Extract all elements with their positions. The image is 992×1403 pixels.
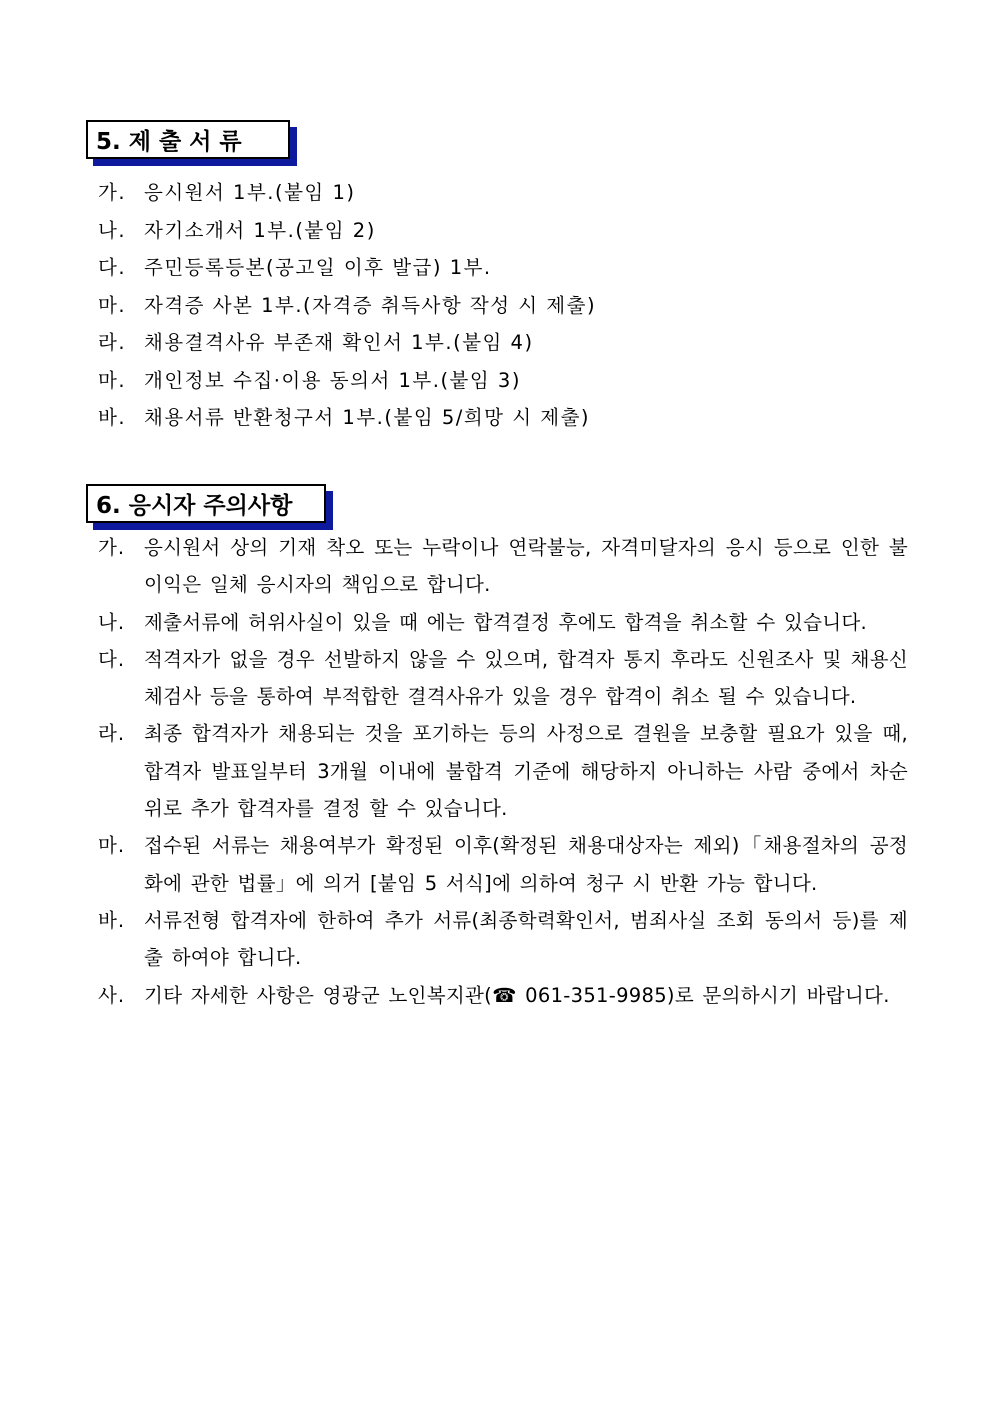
list-item-text: 기타 자세한 사항은 영광군 노인복지관(☎ 061-351-9985)로 문의하시기 바랍니다. [144, 983, 890, 1007]
list-item-marker: 마. [98, 368, 127, 392]
list-item-text: 주민등록등본(공고일 이후 발급) 1부. [144, 256, 492, 279]
submission-documents-list [98, 174, 718, 437]
list-item-text: 개인정보 수집·이용 동의서 1부.(붙임 3) [144, 368, 521, 392]
list-item-text: 응시원서 상의 기재 착오 또는 누락이나 연락불능, 자격미달자의 응시 등으로 인한 불이익은 일체 응시자의 책임으로 합니다. [144, 536, 908, 597]
section-5-heading [86, 120, 290, 159]
list-item-text: 자격증 사본 1부.(자격증 취득사항 작성 시 제출) [144, 293, 597, 317]
submission-document-item [98, 399, 718, 437]
list-item-marker: 사. [98, 983, 126, 1007]
submission-document-item [98, 324, 718, 362]
applicant-note-item [98, 715, 908, 827]
list-item-text: 응시원서 1부.(붙임 1) [144, 181, 356, 204]
list-item-marker: 바. [98, 406, 127, 429]
list-item-text: 채용서류 반환청구서 1부.(붙임 5/희망 시 제출) [144, 406, 591, 429]
list-item-marker: 라. [98, 722, 126, 746]
list-item-marker: 가. [98, 536, 126, 559]
applicant-note-item [98, 902, 908, 977]
list-item-text: 제출서류에 허위사실이 있을 때 에는 합격결정 후에도 합격을 취소할 수 있습니다. [144, 610, 868, 634]
list-item-marker: 가. [98, 181, 127, 204]
applicant-note-item [98, 641, 908, 716]
section-6-title: 6. 응시자 주의사항 [96, 493, 293, 519]
list-item-marker: 나. [98, 218, 127, 242]
applicant-note-item [98, 604, 908, 641]
list-item-marker: 마. [98, 293, 127, 317]
section-6-heading [86, 484, 326, 523]
list-item-text: 최종 합격자가 채용되는 것을 포기하는 등의 사정으로 결원을 보충할 필요가 있을 때, 합격자 발표일부터 3개월 이내에 불합격 기준에 해당하지 아니하는 사람 중에서 차순위로 추가 합격자를 결정 할 수 있습니다. [144, 722, 908, 821]
submission-document-item [98, 362, 718, 400]
list-item-text: 자기소개서 1부.(붙임 2) [144, 218, 376, 242]
list-item-marker: 나. [98, 610, 126, 634]
list-item-marker: 라. [98, 331, 127, 354]
submission-document-item [98, 174, 718, 212]
list-item-marker: 다. [98, 256, 127, 279]
applicant-note-item [98, 827, 908, 902]
applicant-note-item [98, 529, 908, 604]
list-item-text: 채용결격사유 부존재 확인서 1부.(붙임 4) [144, 331, 534, 354]
submission-document-item [98, 212, 718, 250]
section-5-title: 5. 제 출 서 류 [96, 129, 242, 155]
list-item-marker: 마. [98, 834, 126, 858]
submission-document-item [98, 287, 718, 325]
applicant-notes-list [98, 529, 908, 1014]
applicant-note-item [98, 977, 908, 1014]
list-item-marker: 다. [98, 647, 126, 671]
list-item-text: 접수된 서류는 채용여부가 확정된 이후(확정된 채용대상자는 제외)「채용절차의 공정화에 관한 법률」에 의거 [붙임 5 서식]에 의하여 청구 시 반환 가능 합니다. [144, 834, 908, 895]
list-item-text: 적격자가 없을 경우 선발하지 않을 수 있으며, 합격자 통지 후라도 신원조사 및 채용신체검사 등을 통하여 부적합한 결격사유가 있을 경우 합격이 취소 될 수 있습니다. [144, 647, 908, 709]
list-item-marker: 바. [98, 908, 126, 932]
submission-document-item [98, 249, 718, 287]
list-item-text: 서류전형 합격자에 한하여 추가 서류(최종학력확인서, 범죄사실 조회 동의서 등)를 제출 하여야 합니다. [144, 908, 908, 970]
